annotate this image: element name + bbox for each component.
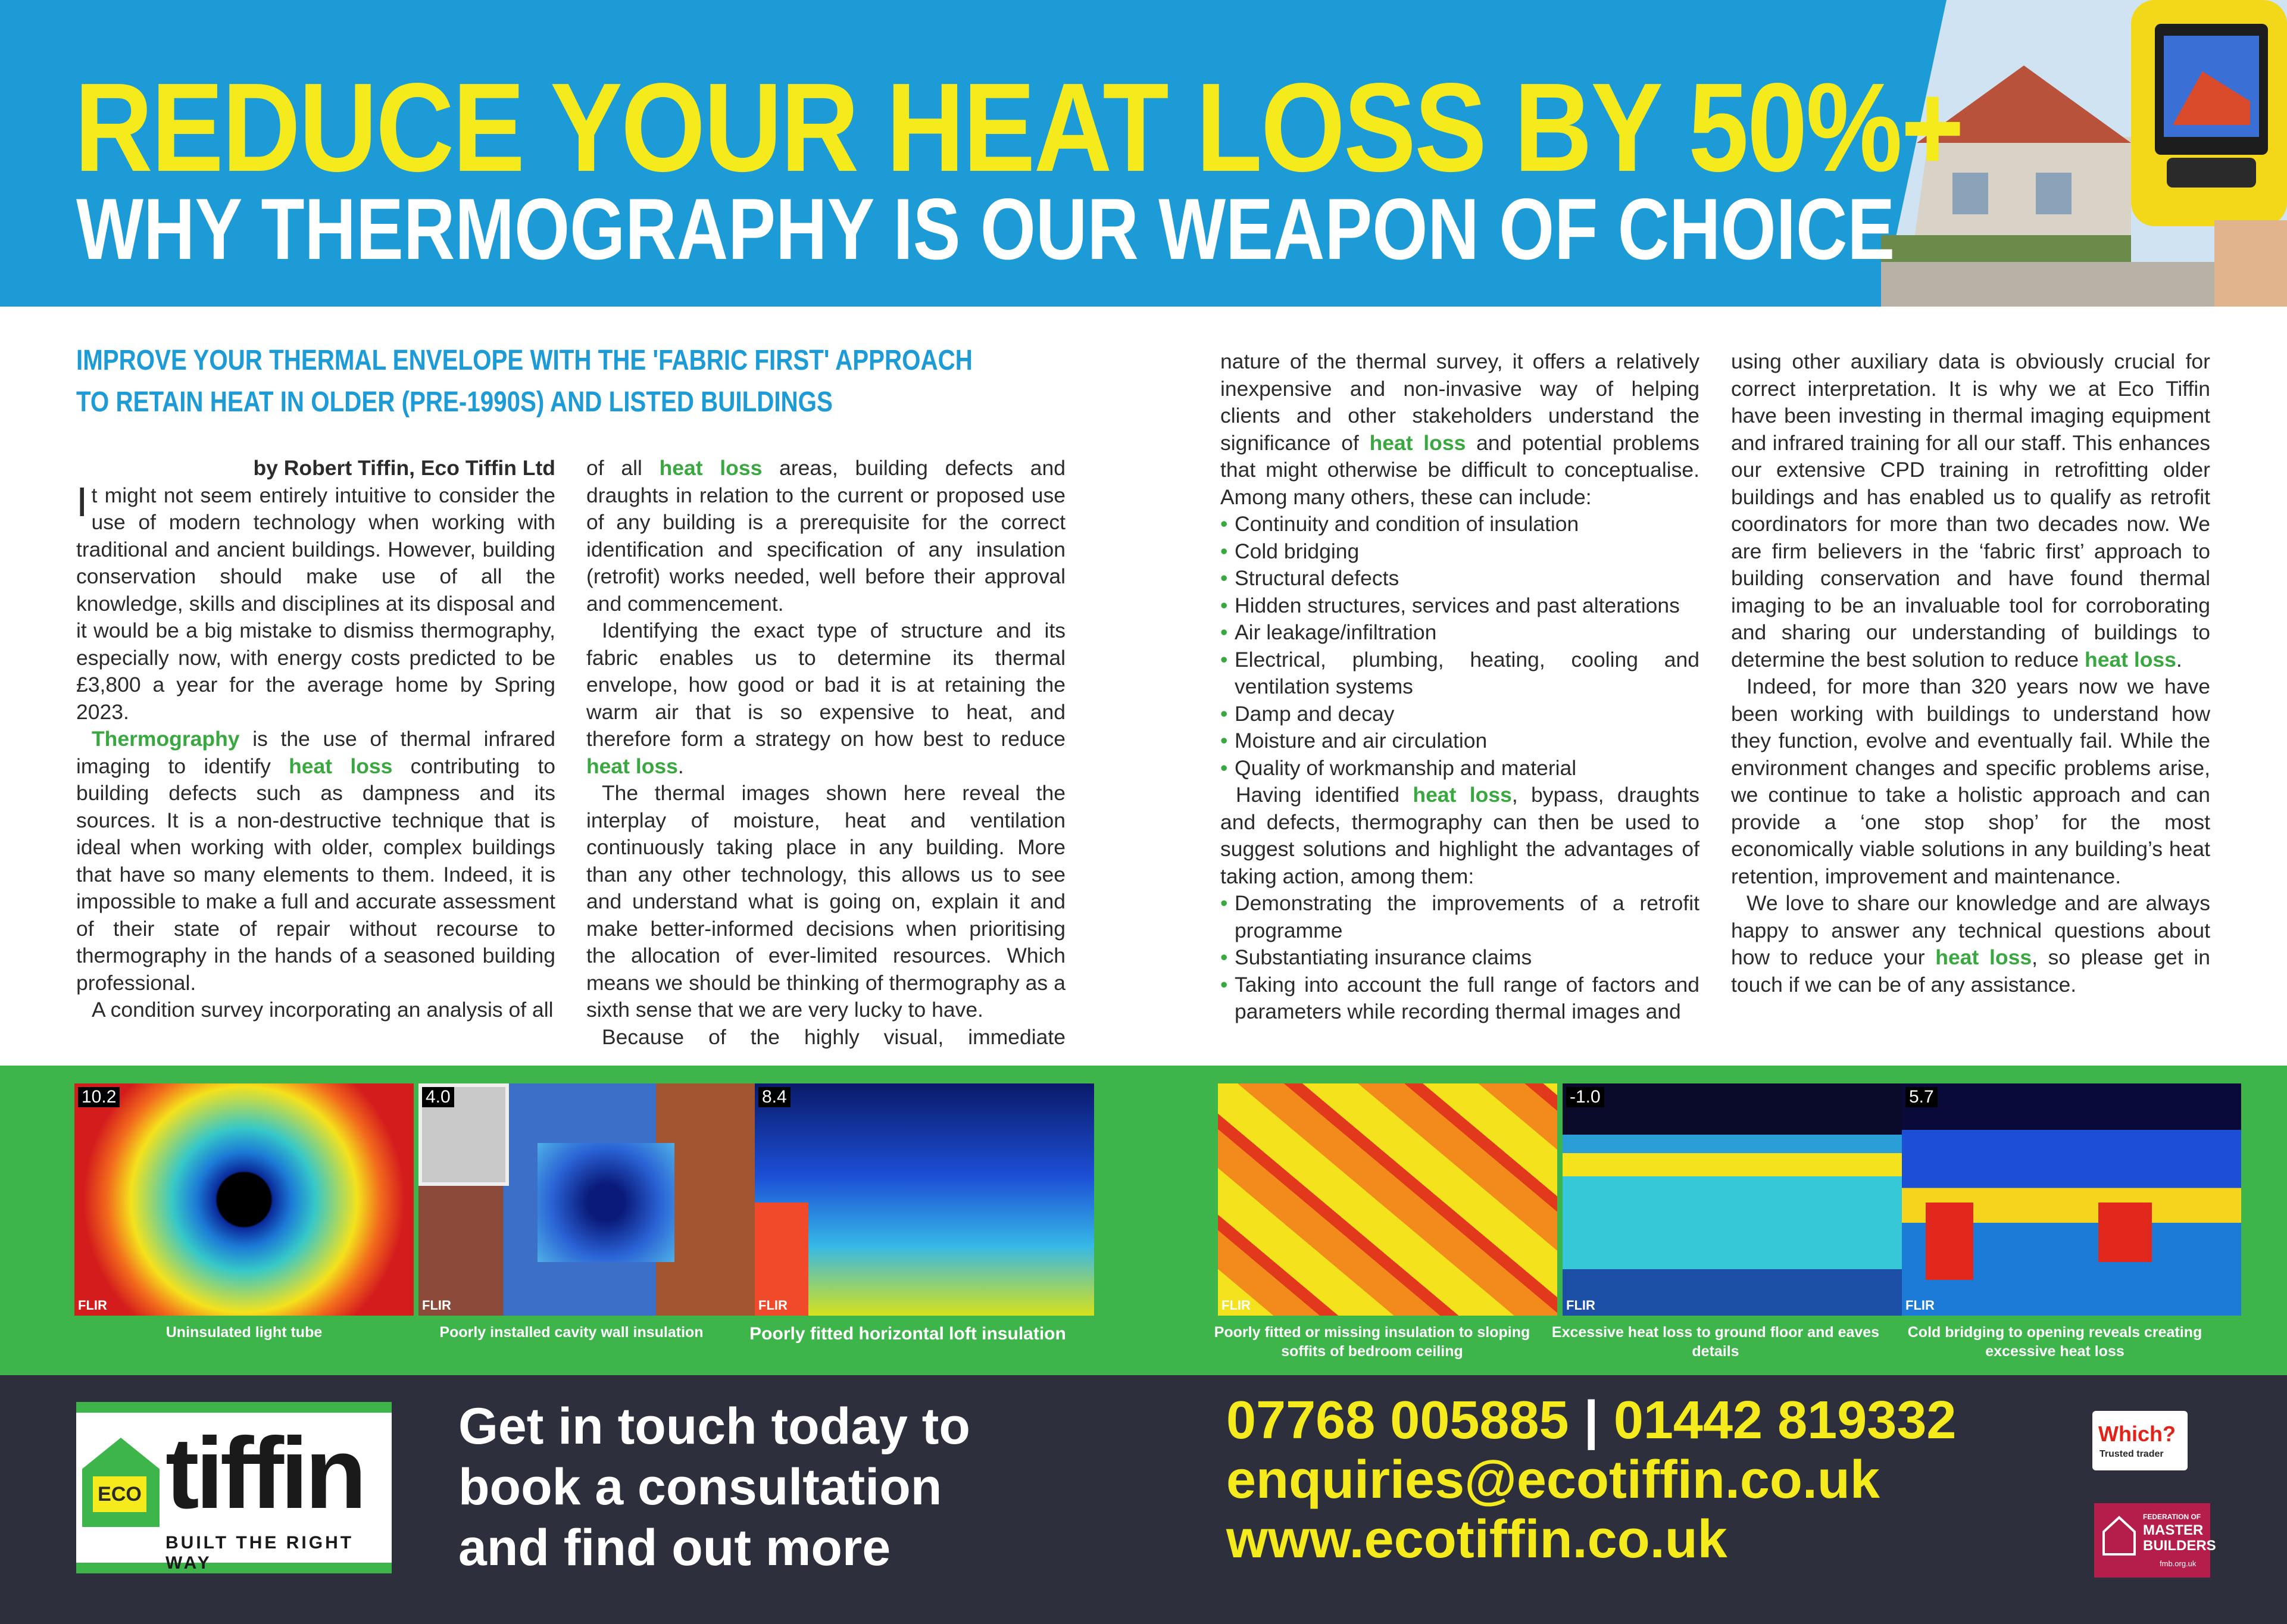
list-item: • Electrical, plumbing, heating, cooling and ventilation systems (1220, 647, 1699, 698)
caption-light-tube: Uninsulated light tube (165, 1324, 323, 1341)
subheadline: WHY THERMOGRAPHY IS OUR WEAPON OF CHOICE (76, 180, 1895, 277)
flir-logo: FLIR (1905, 1298, 1935, 1313)
caption-loft: Poorly fitted horizontal loft insulation (749, 1324, 1066, 1344)
which-label: Which? (2098, 1422, 2176, 1446)
paragraph-4-end: . (677, 754, 684, 778)
headline: REDUCE YOUR HEAT LOSS BY 50%+ (74, 57, 1963, 198)
cta-line: Get in touch today to (458, 1398, 970, 1455)
caption-soffits: Poorly fitted or missing insulation to sloping soffits of bedroom ceiling (1214, 1324, 1530, 1360)
phone-separator: | (1583, 1391, 1599, 1450)
fmb-line: MASTER (2143, 1522, 2204, 1538)
paragraph-10-text: , so please get in touch if we can be of any assistance. (1731, 945, 2210, 997)
article-subtitle-line1: IMPROVE YOUR THERMAL ENVELOPE WITH THE 'FABRIC FIRST' APPROACH (76, 345, 973, 376)
which-sub: Trusted trader (2099, 1449, 2164, 1459)
paragraph-4-text: Identifying the exact type of structure and its fabric enables us to determine its thermal envelope, how good or bad it is at retaining the warm air that is so expensive to heat, and therefore form a strategy on how best to reduce (586, 619, 1066, 751)
paragraph-1: t might not seem entirely intuitive to consider the use of modern technology when working with traditional and ancient buildings. However, building conservation should make use of all the knowledge, skills and disciplines at its disposal and it would be a big mistake to dismiss thermography, especially now, with energy costs predicted to be £3,800 a year for the average home by Spring 2023. (76, 483, 555, 724)
fmb-badge (2094, 1503, 2216, 1578)
keyword-heat-loss: heat loss (1369, 430, 1466, 455)
list-item: • Cold bridging (1220, 539, 1360, 563)
thermal-temp-readout: 4.0 (422, 1087, 454, 1107)
paragraph-10-text: We love to share our knowledge and are always happy to answer any technical questions about how to reduce your (1731, 891, 2210, 969)
logo-eco-badge: ECO (93, 1476, 146, 1512)
keyword-heat-loss: heat loss (1935, 945, 2032, 969)
caption-cavity-wall: Poorly installed cavity wall insulation (439, 1324, 704, 1341)
flir-logo: FLIR (422, 1298, 451, 1313)
byline: by Robert Tiffin, Eco Tiffin Ltd (253, 456, 555, 480)
thermal-image-light-tube (74, 1083, 414, 1316)
thermal-temp-readout: 5.7 (1905, 1087, 1938, 1107)
eco-tiffin-logo (76, 1402, 392, 1573)
list-item: • Substantiating insurance claims (1220, 945, 1532, 969)
paragraph-5: The thermal images shown here reveal the interplay of moisture, heat and ventilation continuously taking place in any building. More than any other technology, this allows us to see and understand what is going on, explain it and make better-informed decisions when prioritising the allocation of ever-limited resources. Which means we should be thinking of thermography as a sixth sense that we are very lucky to have. (586, 781, 1066, 1022)
thermal-image-soffits (1218, 1083, 1557, 1316)
list-item: • Taking into account the full range of factors and parameters while recording thermal images and (1220, 972, 1699, 1023)
thermal-temp-readout: -1.0 (1566, 1087, 1604, 1107)
fmb-line: FEDERATION OF (2143, 1513, 2201, 1521)
flir-logo: FLIR (1221, 1298, 1251, 1313)
phone-number-1[interactable]: 07768 005885 (1226, 1391, 1569, 1450)
email-link[interactable]: enquiries@ecotiffin.co.uk (1226, 1450, 1880, 1510)
list-item: • Moisture and air circulation (1220, 729, 1488, 752)
which-trusted-trader-badge (2092, 1411, 2188, 1470)
paragraph-6: nature of the thermal survey, it offers a relatively inexpensive and non-invasive way of helping clients and other stakeholders understand the significance of heat loss and potential problems that might otherwise be difficult to conceptualise. Among many others, these can include: (1220, 349, 1699, 509)
list-item: • Air leakage/infiltration (1220, 620, 1437, 644)
flir-logo: FLIR (758, 1298, 788, 1313)
article-column-4 (1731, 348, 2210, 998)
paragraph-2-text: contributing to building defects such as dampness and its sources. It is a non-destructive technique that is ideal when working with older, complex buildings that have so many elements to them. Indeed, it is impossible to make a full and accurate assessment of their state of repair without recourse to thermography in the hands of a seasoned building professional. (76, 754, 555, 995)
thermal-image-opening-reveals (1902, 1083, 2241, 1316)
keyword-heat-loss: heat loss (1413, 783, 1512, 807)
list-item: • Demonstrating the improvements of a retrofit programme (1220, 891, 1699, 942)
list-item: • Quality of workmanship and material (1220, 755, 1577, 780)
logo-tagline: BUILT THE RIGHT WAY (165, 1533, 354, 1573)
thermal-image-loft (755, 1083, 1094, 1316)
flir-logo: FLIR (78, 1298, 107, 1313)
list-item: • Continuity and condition of insulation (1220, 512, 1579, 536)
keyword-heat-loss: heat loss (586, 754, 678, 778)
phone-number-2[interactable]: 01442 819332 (1613, 1391, 1957, 1450)
paragraph-8-end: . (2176, 647, 2182, 672)
paragraph-3-start: A condition survey incorporating an analysis of all (92, 998, 554, 1022)
cta-line: book a consultation (458, 1459, 942, 1516)
article-column-3 (1220, 348, 1699, 1026)
fmb-url: fmb.org.uk (2160, 1559, 2197, 1568)
keyword-heat-loss: heat loss (289, 754, 393, 778)
article-column-2: of all heat loss areas, building defects and draughts in relation to the current or proposed use of any building is a prerequisite for the correct identification and specification of any insulation (retrofit) works needed, well before their approval and commencement. Identifying the exact type of structure and its fabric enables us to determine its thermal envelope, how good or bad it is at retaining the warm air that is so expensive to heat, and therefore form a strategy on how best to reduce heat loss. The thermal images shown here reveal the interplay of moisture, heat and ventilation continuously taking place in any building. More than any other technology, this allows us to see and understand what is going on, explain it and make better-informed decisions when prioritising the allocation of ever-limited resources. Which means we should be thinking of thermography as a sixth sense that we are very lucky to have. Because of the highly visual, immediate (586, 456, 1066, 1049)
paragraph-7-text: , bypass, draughts and defects, thermography can then be used to suggest solutions and highlight the advantages of taking action, among them: (1220, 783, 1699, 888)
thermal-temp-readout: 8.4 (758, 1087, 791, 1107)
caption-opening-reveals: Cold bridging to opening reveals creating excessive heat loss (1907, 1324, 2202, 1360)
cta-line: and find out more (458, 1519, 891, 1576)
paragraph-3-text: areas, building defects and draughts in relation to the current or proposed use of any building is a prerequisite for the correct identification and specification of any insulation (retrofit) works needed, well before their approval and commencement. (586, 456, 1066, 616)
paragraph-3-continued: of all heat loss areas, building defects and draughts in relation to the current or proposed use of any building is a prerequisite for the correct identification and specification of any insulation (retrofit) works needed, well before their approval and commencement. (586, 456, 1066, 616)
article-column-1 (76, 455, 555, 1023)
fmb-house-icon (2101, 1515, 2137, 1557)
website-link[interactable]: www.ecotiffin.co.uk (1226, 1510, 1727, 1569)
paragraph-2-text: is the use of thermal infrared imaging to identify (76, 727, 555, 778)
list-item: • Hidden structures, services and past alterations (1220, 593, 1680, 617)
phone-numbers (1226, 1390, 1956, 1451)
paragraph-9: Indeed, for more than 320 years now we have been working with buildings to understand how they function, evolve and eventually fail. While the environment changes and specific problems arise, we continue to take a holistic approach and can provide a ‘one stop shop’ for the most economically viable solutions in any building’s heat retention, improvement and maintenance. (1731, 674, 2210, 888)
list-item: • Structural defects (1220, 566, 1399, 590)
thermal-temp-readout: 10.2 (78, 1087, 120, 1107)
paragraph-6-text: and potential problems that might otherwise be difficult to conceptualise. Among many others, these can include: (1220, 430, 1699, 509)
thermal-image-ground-floor (1563, 1083, 1902, 1316)
caption-ground-floor: Excessive heat loss to ground floor and eaves details (1551, 1324, 1880, 1360)
paragraph-8-text: using other auxiliary data is obviously crucial for correct interpretation. It is why we at Eco Tiffin have been investing in thermal imaging equipment and infrared training for all our staff. This enhances our extensive CPD training in retrofitting older buildings and has enabled us to qualify as retrofit coordinators for more than two decades now. We are firm believers in the ‘fabric first’ approach to building conservation and have found thermal imaging to be an invaluable tool for corroborating and sharing our understanding of buildings to determine the best solution to reduce (1731, 349, 2210, 672)
paragraph-7-text: Having identified (1236, 783, 1413, 807)
drop-cap: I (76, 478, 88, 525)
thermal-image-cavity-wall (418, 1083, 758, 1316)
keyword-heat-loss: heat loss (2085, 647, 2176, 672)
fmb-line: BUILDERS (2143, 1538, 2216, 1554)
article-subtitle-line2: TO RETAIN HEAT IN OLDER (PRE-1990S) AND LISTED BUILDINGS (76, 386, 833, 418)
keyword-heat-loss: heat loss (659, 456, 763, 480)
logo-wordmark: tiffin (165, 1417, 364, 1530)
call-to-action (458, 1396, 970, 1578)
keyword-thermography: Thermography (92, 727, 240, 751)
flir-logo: FLIR (1566, 1298, 1595, 1313)
list-item: • Damp and decay (1220, 701, 1395, 726)
bullet-list-1 (1220, 511, 1699, 782)
bullet-list-2 (1220, 890, 1699, 1026)
